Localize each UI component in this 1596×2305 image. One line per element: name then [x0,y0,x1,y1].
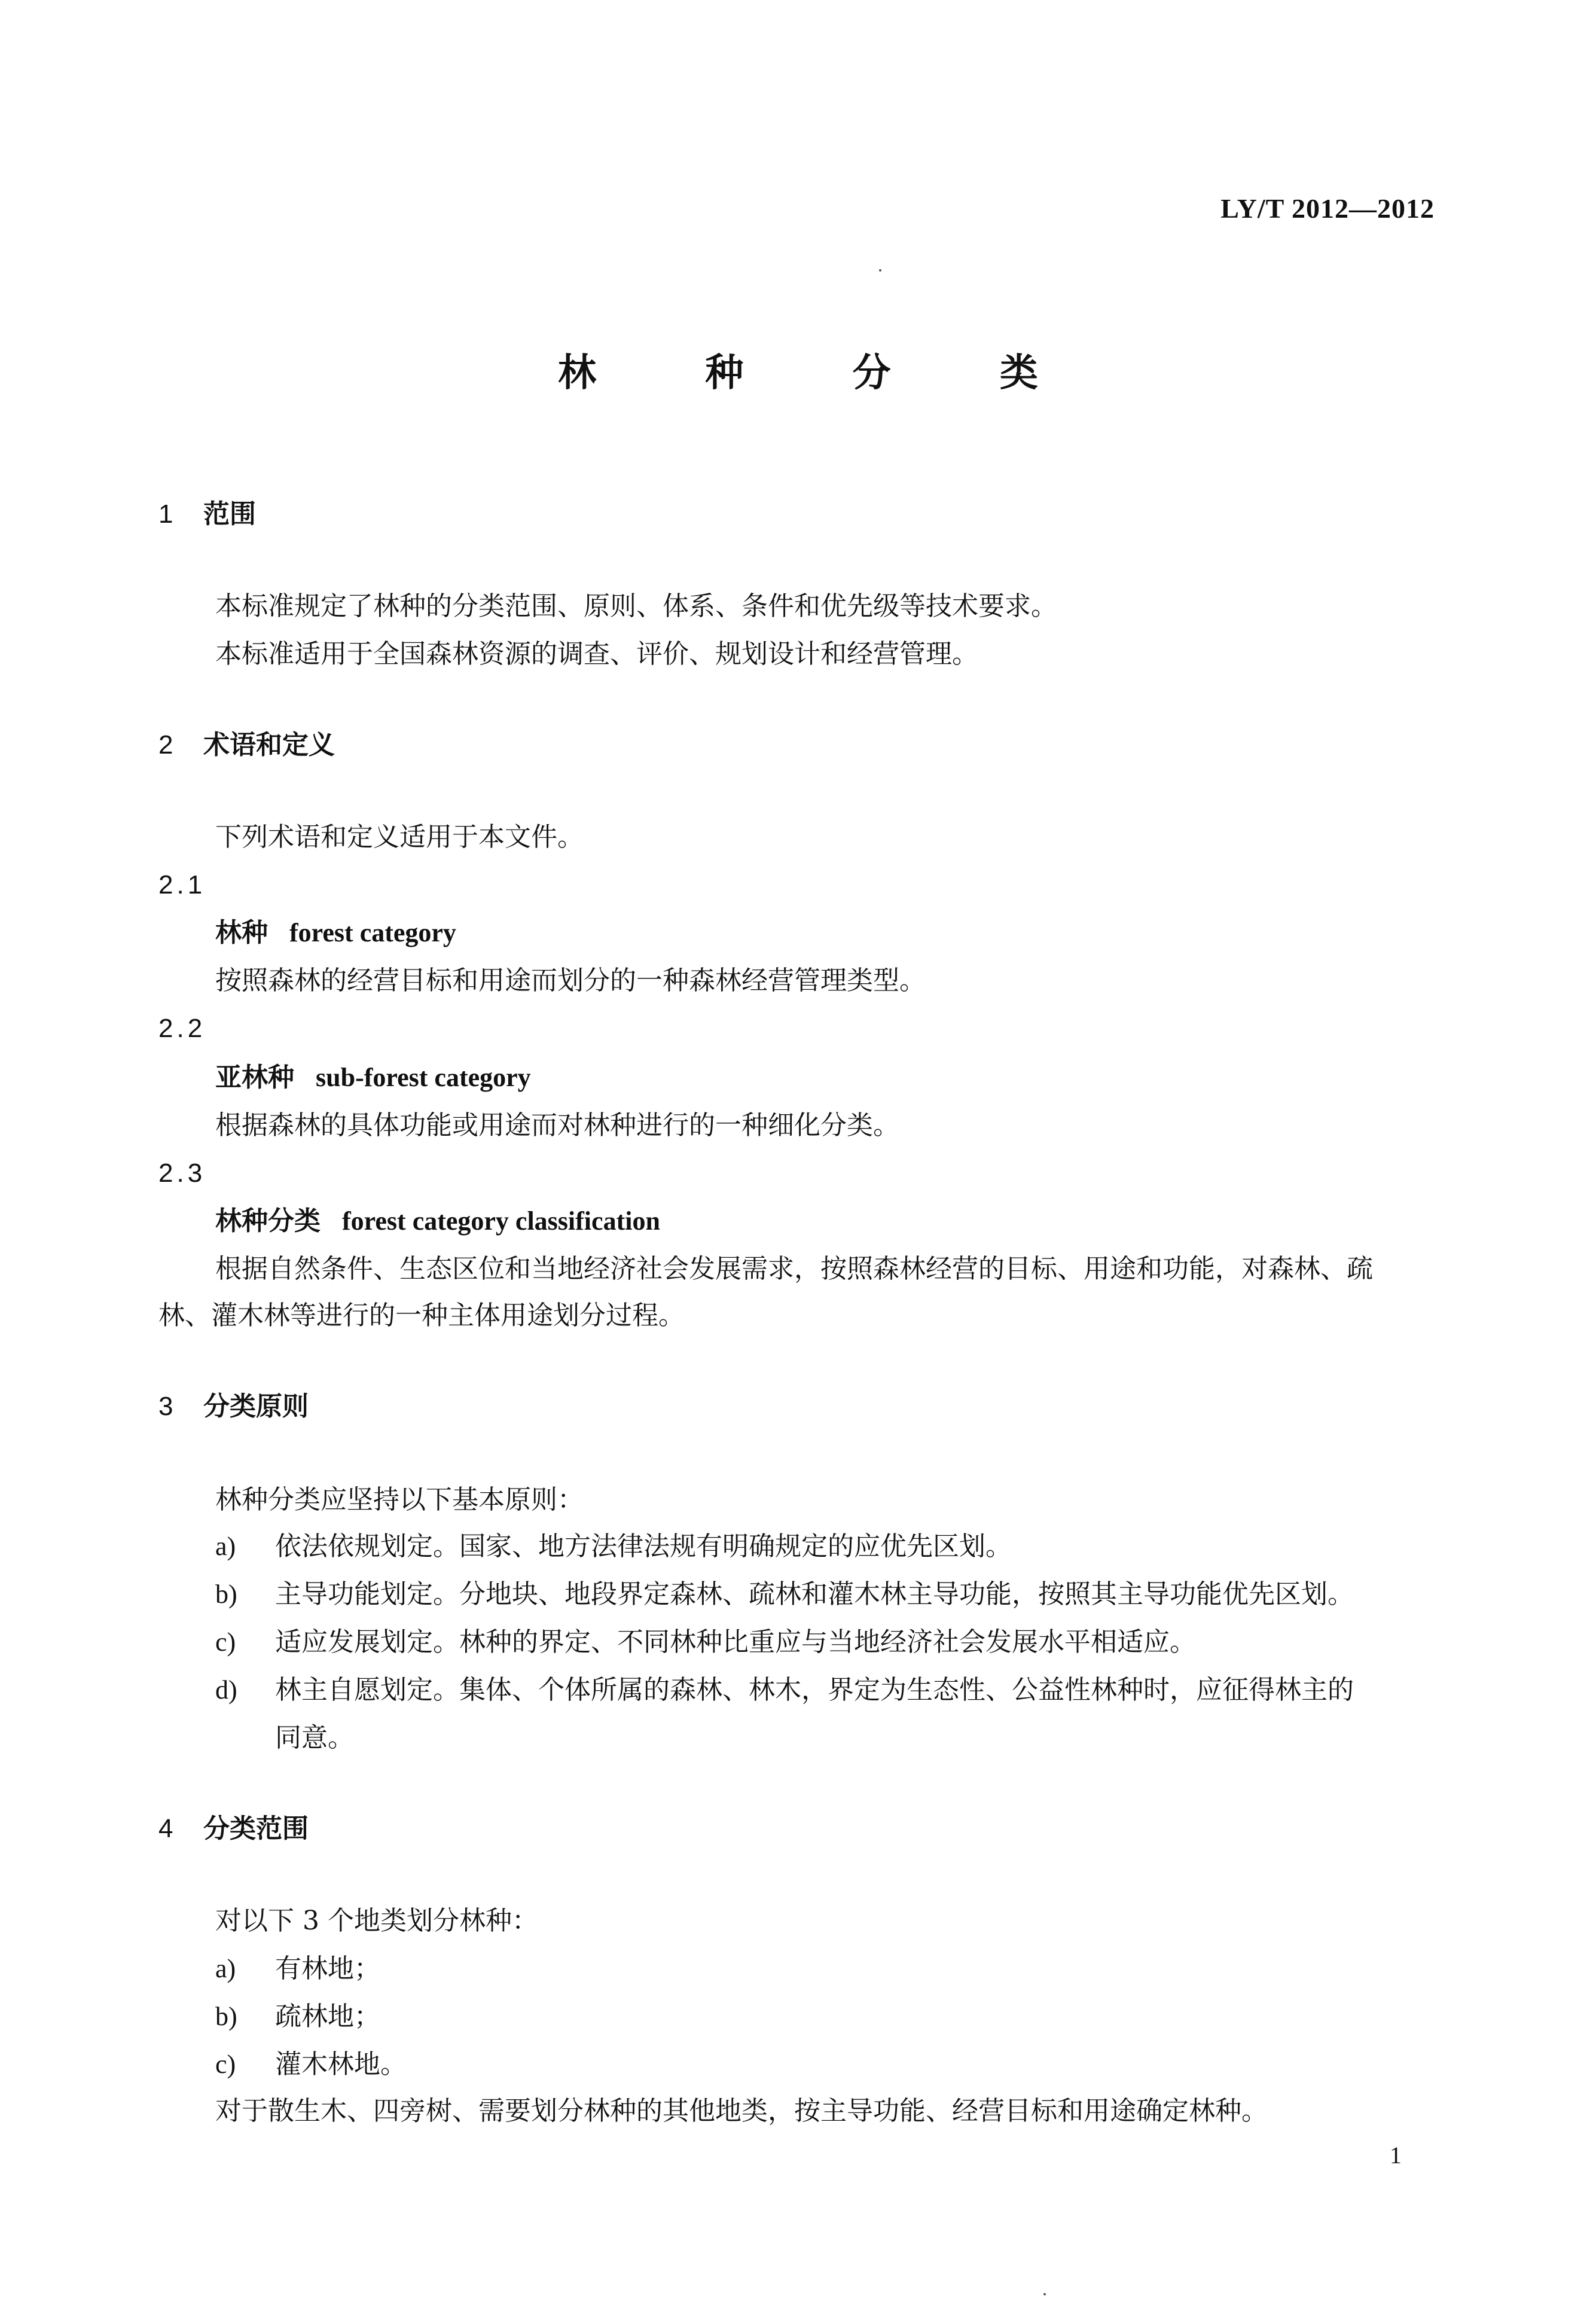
paragraph: 对以下 3 个地类划分林种： [215,1905,538,1936]
list-text: 依法依规划定。国家、地方法律法规有明确规定的应优先区划。 [275,1531,1012,1562]
section-title: 范围 [203,499,256,529]
section-heading-2 [158,727,335,763]
list-label: b) [215,1580,237,1609]
term-en: forest category classification [342,1206,660,1236]
list-item [215,1529,1012,1565]
term-number: 2.3 [158,1158,206,1188]
term-number: 2.2 [158,1014,206,1043]
list-label: d) [215,1675,237,1705]
list-label: b) [215,2002,237,2031]
page-number: 1 [1390,2142,1402,2169]
list-label: c) [215,1627,236,1657]
scan-speck [879,269,881,272]
paragraph: 本标准规定了林种的分类范围、原则、体系、条件和优先级等技术要求。 [215,591,1057,621]
list-text: 疏林地； [275,2001,380,2032]
paragraph: 下列术语和定义适用于本文件。 [215,822,584,852]
term-definition: 根据森林的具体功能或用途而对林种进行的一种细化分类。 [215,1110,899,1141]
list-item [215,1951,380,1987]
term-entry [215,1203,660,1239]
paragraph: 对于散生木、四旁树、需要划分林种的其他地类，按主导功能、经营目标和用途确定林种。 [215,2096,1268,2126]
list-text: 灌木林地。 [275,2049,407,2080]
section-title: 分类范围 [203,1813,309,1844]
term-number: 2.1 [158,870,206,900]
document-title: 林 种 分 类 [558,351,1086,395]
section-number: 2 [158,730,173,760]
list-item-continued: 同意。 [275,1722,354,1753]
term-definition: 按照森林的经营目标和用途而划分的一种森林经营管理类型。 [215,965,926,996]
section-number: 4 [158,1814,173,1843]
section-number: 1 [158,499,173,529]
section-title: 术语和定义 [203,730,335,760]
term-zh: 亚林种 [215,1062,294,1093]
list-item [215,2047,407,2083]
paragraph: 林种分类应坚持以下基本原则： [215,1484,584,1515]
term-zh: 林种 [215,917,268,948]
term-entry [215,915,456,951]
list-text: 适应发展划定。林种的界定、不同林种比重应与当地经济社会发展水平相适应。 [275,1627,1196,1657]
section-heading-1 [158,496,256,532]
term-definition: 根据自然条件、生态区位和当地经济社会发展需求，按照森林经营的目标、用途和功能，对森林、疏 [215,1254,1373,1284]
list-item [215,1672,1354,1708]
paragraph: 本标准适用于全国森林资源的调查、评价、规划设计和经营管理。 [215,639,978,669]
section-title: 分类原则 [203,1391,309,1422]
term-en: forest category [289,918,456,947]
standard-code: LY/T 2012—2012 [1220,193,1435,224]
list-text: 林主自愿划定。集体、个体所属的森林、林木，界定为生态性、公益性林种时，应征得林主的 [275,1675,1354,1705]
list-item [215,1999,380,2035]
term-en: sub-forest category [316,1063,531,1092]
list-text: 主导功能划定。分地块、地段界定森林、疏林和灌木林主导功能，按照其主导功能优先区划。 [275,1579,1354,1609]
list-label: a) [215,1532,236,1561]
term-zh: 林种分类 [215,1206,321,1236]
list-text: 有林地； [275,1953,380,1984]
section-heading-3 [158,1389,309,1425]
list-item [215,1577,1354,1612]
scan-speck [1043,2293,1046,2295]
list-label: c) [215,2050,236,2079]
list-item [215,1624,1196,1660]
term-definition-continued: 林、灌木林等进行的一种主体用途划分过程。 [158,1300,685,1331]
section-heading-4 [158,1811,309,1847]
term-entry [215,1060,531,1096]
section-number: 3 [158,1392,173,1421]
list-label: a) [215,1954,236,1983]
